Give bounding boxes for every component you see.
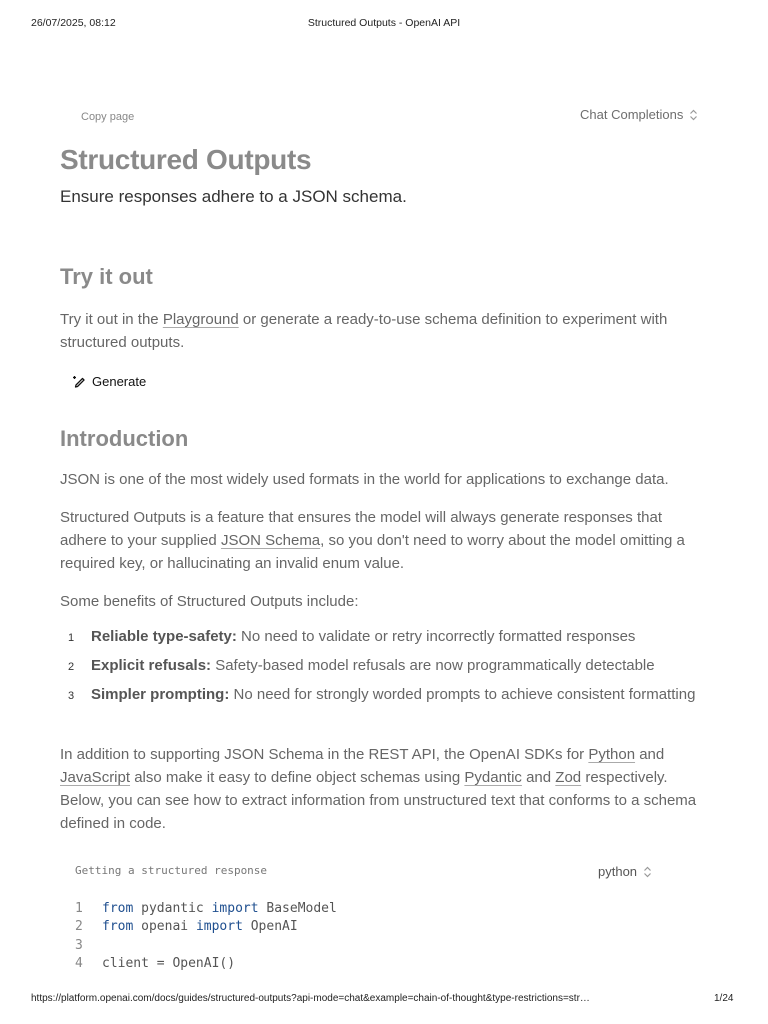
- intro-paragraph-3: Some benefits of Structured Outputs include:: [60, 593, 359, 610]
- json-schema-link[interactable]: JSON Schema: [220, 532, 321, 549]
- list-number: 1: [68, 632, 75, 644]
- chevron-updown-icon: [689, 109, 698, 121]
- code-block: [75, 900, 337, 973]
- text-segment: and: [635, 746, 665, 763]
- text-segment: , so you don't need to worry about the model omitting a required key, or hallucinating an invalid enum value.: [60, 532, 685, 572]
- print-url: https://platform.openai.com/docs/guides/structured-outputs?api-mode=chat&example=chain-of-thought&type-restrictions=str…: [31, 993, 590, 1004]
- code-text: OpenAI: [242, 919, 298, 935]
- list-item-title: Reliable type-safety:: [91, 628, 237, 645]
- line-number: 4: [75, 955, 83, 971]
- code-line: [75, 955, 337, 973]
- code-keyword: import: [211, 901, 259, 916]
- section-heading-introduction: Introduction: [60, 426, 189, 451]
- zod-link[interactable]: Zod: [555, 769, 582, 786]
- line-number: 2: [75, 919, 83, 935]
- code-keyword: from: [102, 901, 134, 916]
- intro-paragraph-4: [60, 743, 710, 835]
- print-date: 26/07/2025, 08:12: [31, 17, 116, 29]
- pydantic-link[interactable]: Pydantic: [464, 769, 522, 786]
- print-title: Structured Outputs - OpenAI API: [307, 17, 461, 29]
- code-keyword: import: [195, 919, 243, 935]
- copy-page-button[interactable]: Copy page: [81, 111, 135, 123]
- generate-button-label: Generate: [92, 374, 147, 389]
- code-block-title: Getting a structured response: [75, 864, 268, 877]
- intro-paragraph-1: JSON is one of the most widely used formats in the world for applications to exchange data.: [60, 471, 669, 488]
- list-item-text: Safety-based model refusals are now programmatically detectable: [211, 657, 655, 674]
- pen-sparkle-icon: [72, 374, 87, 389]
- code-text: openai: [133, 919, 196, 935]
- print-header: [0, 17, 768, 31]
- language-selector[interactable]: [598, 864, 652, 879]
- api-mode-label: Chat Completions: [580, 107, 684, 122]
- page-title: Structured Outputs: [60, 144, 312, 175]
- text-segment: also make it easy to define object schemas using: [130, 769, 465, 786]
- page-subtitle: Ensure responses adhere to a JSON schema.: [60, 187, 407, 206]
- api-mode-selector[interactable]: [580, 107, 698, 122]
- python-link[interactable]: Python: [588, 746, 636, 763]
- try-it-paragraph: [60, 308, 710, 354]
- text-segment: Try it out in the: [60, 311, 163, 328]
- intro-paragraph-2: [60, 506, 710, 575]
- print-page-number: 1/24: [714, 993, 734, 1004]
- text-segment: or generate a ready-to-use schema definition to experiment with structured outputs.: [60, 311, 668, 351]
- javascript-link[interactable]: JavaScript: [60, 769, 131, 786]
- line-number: 1: [75, 901, 83, 916]
- generate-button[interactable]: [72, 374, 146, 389]
- code-text: BaseModel: [258, 901, 337, 916]
- chevron-updown-icon: [643, 866, 652, 878]
- list-item: [60, 655, 710, 677]
- code-line: [75, 918, 337, 936]
- list-number: 2: [68, 661, 75, 673]
- code-text: pydantic: [133, 901, 212, 916]
- list-number: 3: [68, 690, 75, 702]
- list-item-title: Explicit refusals:: [91, 657, 212, 674]
- playground-link[interactable]: Playground: [162, 311, 239, 328]
- text-segment: In addition to supporting JSON Schema in the REST API, the OpenAI SDKs for: [60, 746, 589, 763]
- section-heading-try-it-out: Try it out: [60, 264, 153, 289]
- line-number: 3: [75, 937, 83, 953]
- benefits-list: [60, 626, 710, 713]
- code-line: [75, 900, 337, 918]
- list-item: [60, 626, 710, 648]
- code-text: client = OpenAI(): [102, 955, 236, 971]
- language-label: python: [598, 864, 638, 879]
- text-segment: and: [521, 769, 556, 786]
- code-line: [75, 937, 337, 955]
- list-item-text: No need for strongly worded prompts to achieve consistent formatting: [229, 686, 696, 703]
- text-segment: Structured Outputs is a feature that ensures the model will always generate responses that adhere to your supplied: [60, 509, 662, 549]
- list-item: [60, 684, 710, 706]
- list-item-title: Simpler prompting:: [91, 686, 230, 703]
- list-item-text: No need to validate or retry incorrectly formatted responses: [236, 628, 636, 645]
- text-segment: respectively. Below, you can see how to extract information from unstructured text that conforms to a schema defined in code.: [60, 769, 697, 832]
- code-keyword: from: [102, 919, 134, 935]
